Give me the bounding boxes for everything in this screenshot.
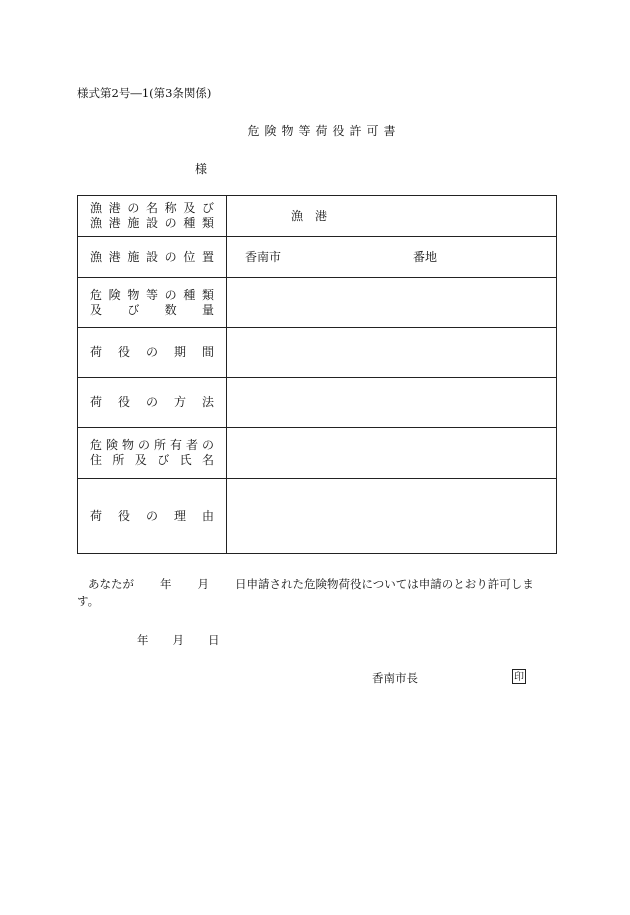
table-row bbox=[78, 479, 557, 554]
row-label bbox=[78, 278, 227, 328]
date-day: 日 bbox=[208, 633, 220, 647]
addressee-suffix: 様 bbox=[195, 162, 208, 176]
date-year: 年 bbox=[137, 633, 149, 647]
table-row bbox=[78, 378, 557, 428]
message-part1: あなたが bbox=[88, 577, 134, 591]
label-line: 荷役の理由 bbox=[90, 508, 214, 523]
permit-table bbox=[77, 195, 557, 554]
table-row bbox=[78, 278, 557, 328]
row-label bbox=[78, 428, 227, 479]
row-label bbox=[78, 196, 227, 237]
row-label bbox=[78, 378, 227, 428]
label-line: 住所及び氏名 bbox=[90, 453, 214, 467]
label-line: 漁港の名称及び bbox=[90, 201, 214, 215]
row-value bbox=[227, 428, 557, 479]
address-city: 香南市 bbox=[245, 249, 282, 264]
message-part2: 日申請された危険物荷役については申請のとおり許可します。 bbox=[77, 577, 534, 608]
fishing-port-value: 漁港 bbox=[291, 208, 340, 223]
row-label bbox=[78, 237, 227, 278]
seal-mark: 印 bbox=[512, 669, 526, 684]
row-label bbox=[78, 328, 227, 378]
message-year: 年 bbox=[160, 577, 172, 591]
row-value bbox=[227, 278, 557, 328]
row-value bbox=[227, 196, 557, 237]
issue-date bbox=[137, 633, 220, 647]
row-value bbox=[227, 378, 557, 428]
row-value bbox=[227, 479, 557, 554]
message-month: 月 bbox=[197, 577, 209, 591]
label-line: 荷役の方法 bbox=[90, 395, 214, 409]
permit-message bbox=[77, 576, 555, 610]
row-value bbox=[227, 237, 557, 278]
row-value bbox=[227, 328, 557, 378]
table-row bbox=[78, 328, 557, 378]
table-row bbox=[78, 237, 557, 278]
label-line: 危険物の所有者の bbox=[90, 438, 214, 452]
label-line: 漁港施設の位置 bbox=[90, 249, 214, 264]
date-month: 月 bbox=[172, 633, 184, 647]
document-title: 危険物等荷役許可書 bbox=[247, 124, 401, 138]
table-row bbox=[78, 428, 557, 479]
address-lot: 番地 bbox=[413, 249, 438, 264]
label-line: 漁港施設の種類 bbox=[90, 216, 214, 230]
label-line: 及び数量 bbox=[90, 302, 214, 317]
label-line: 荷役の期間 bbox=[90, 345, 214, 359]
issuer-name: 香南市長 bbox=[372, 671, 418, 685]
row-label bbox=[78, 479, 227, 554]
form-number: 様式第2号―1(第3条関係) bbox=[77, 86, 212, 100]
table-row bbox=[78, 196, 557, 237]
label-line: 危険物等の種類 bbox=[90, 287, 214, 302]
